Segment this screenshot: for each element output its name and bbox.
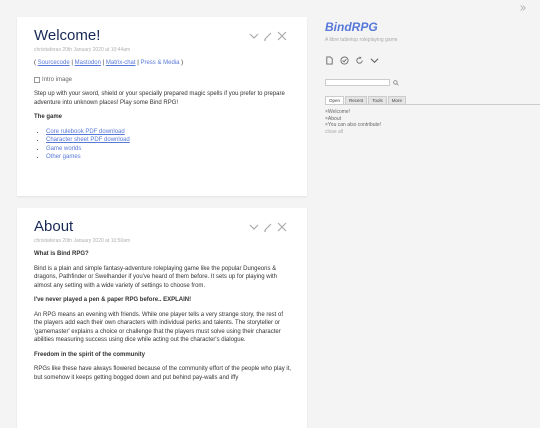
- tiddler-welcome: [17, 17, 307, 196]
- new-document-icon: [325, 56, 334, 65]
- more-actions-button[interactable]: [249, 222, 259, 232]
- chevron-down-icon: [249, 222, 259, 232]
- tab-recent[interactable]: Recent: [345, 96, 367, 104]
- edit-button[interactable]: [263, 31, 273, 41]
- mastodon-link[interactable]: Mastodon: [74, 60, 101, 66]
- edit-button[interactable]: [263, 222, 273, 232]
- list-item: [46, 136, 292, 145]
- intro-image: Intro image: [34, 76, 292, 85]
- collapse-sidebar-button[interactable]: [520, 5, 526, 11]
- sidebar-tabs: [325, 96, 540, 105]
- broken-image-icon: [34, 77, 40, 83]
- site-subtitle: A libre tabletop roleplaying game: [325, 37, 398, 43]
- search-row: [325, 73, 530, 91]
- search-icon: [393, 80, 399, 86]
- paragraph: RPGs like these have always flowered because of the community effort of the people who play it, but somehow it keeps getting bogged down and put behind pay-walls and iffy: [34, 366, 292, 381]
- tiddler-meta: chrisitaferas 20th January 2020 at 10:50am: [34, 238, 131, 244]
- sourcecode-link[interactable]: Sourcecode: [37, 60, 70, 66]
- refresh-button[interactable]: [355, 56, 364, 65]
- tiddler-title: About: [34, 218, 74, 235]
- search-button[interactable]: [393, 73, 399, 91]
- character-sheet-link[interactable]: Character sheet PDF download: [46, 137, 130, 143]
- paragraph: Bind is a plain and simple fantasy-adventure roleplaying game like the popular Dungeons & dragons, Pathfinder or Swelhander if you've heard of them before. It sets up for playing with almost any setting with a wide variety of settings to choose from.: [34, 265, 277, 289]
- section-heading: The game: [34, 114, 63, 120]
- site-title: BindRPG: [325, 20, 378, 34]
- check-circle-icon: [340, 56, 349, 65]
- new-tiddler-button[interactable]: [325, 56, 334, 65]
- tiddler-body: [34, 250, 292, 382]
- open-item-about[interactable]: ×About: [325, 115, 341, 122]
- open-item-contribute[interactable]: ×You can also contribute!: [325, 122, 382, 128]
- double-chevron-right-icon: [520, 5, 526, 11]
- open-list: [325, 109, 530, 135]
- other-games-link[interactable]: Other games: [46, 154, 81, 160]
- tab-open[interactable]: Open: [325, 96, 344, 104]
- press-link[interactable]: Press & Media: [140, 60, 180, 66]
- link-row: ( Sourcecode | Mastodon | Matrix-chat | Press & Media ): [34, 60, 184, 66]
- section-heading: I've never played a pen & paper RPG before.. EXPLAIN!: [34, 297, 192, 303]
- close-all-button[interactable]: close all: [325, 128, 344, 135]
- game-list: [34, 128, 292, 162]
- tiddler-controls: [249, 31, 287, 41]
- tiddler-about: [17, 208, 307, 428]
- list-item: [46, 128, 292, 137]
- paragraph: An RPG means an evening with friends. While one player tells a very strange story, the rest of the players add each their own characters with individual perks and talents. The storyteller or 'gamemaster' explains a choice or challenge that the players must solve using their character abilities measuring success using dice while acting out the character's dialogue.: [34, 311, 284, 343]
- tab-tools[interactable]: Tools: [368, 96, 387, 104]
- more-actions-button[interactable]: [249, 31, 259, 41]
- list-item: [46, 145, 292, 154]
- tiddler-title: Welcome!: [34, 27, 101, 44]
- tiddler-meta: chrisitaferas 20th January 2020 at 10:44am: [34, 47, 131, 53]
- close-icon: [277, 222, 287, 232]
- intro-paragraph: Step up with your sword, shield or your specially prepared magic spells if you prefer to prepare adventure into unknown places! Play some Bind RPG!: [34, 91, 285, 106]
- page-controls: [325, 56, 530, 65]
- refresh-icon: [355, 56, 364, 65]
- tab-more[interactable]: More: [388, 96, 406, 104]
- tiddler-body: [34, 59, 292, 162]
- section-heading: What is Bind RPG?: [34, 251, 89, 257]
- pencil-icon: [263, 222, 273, 232]
- more-button[interactable]: [370, 56, 379, 65]
- tiddler-controls: [249, 222, 287, 232]
- list-item: [46, 153, 292, 162]
- close-button[interactable]: [277, 31, 287, 41]
- pencil-icon: [263, 31, 273, 41]
- section-heading: Freedom in the spirit of the community: [34, 351, 146, 358]
- open-item-welcome[interactable]: ×Welcome!: [325, 109, 351, 115]
- chevron-down-icon: [370, 56, 379, 65]
- save-button[interactable]: [340, 56, 349, 65]
- game-worlds-link[interactable]: Game worlds: [46, 145, 82, 152]
- core-rulebook-link[interactable]: Core rulebook PDF download: [46, 128, 125, 135]
- chevron-down-icon: [249, 31, 259, 41]
- search-input[interactable]: [325, 79, 390, 86]
- close-icon: [277, 31, 287, 41]
- sidebar: [325, 20, 530, 135]
- close-button[interactable]: [277, 222, 287, 232]
- matrix-link[interactable]: Matrix-chat: [105, 60, 136, 66]
